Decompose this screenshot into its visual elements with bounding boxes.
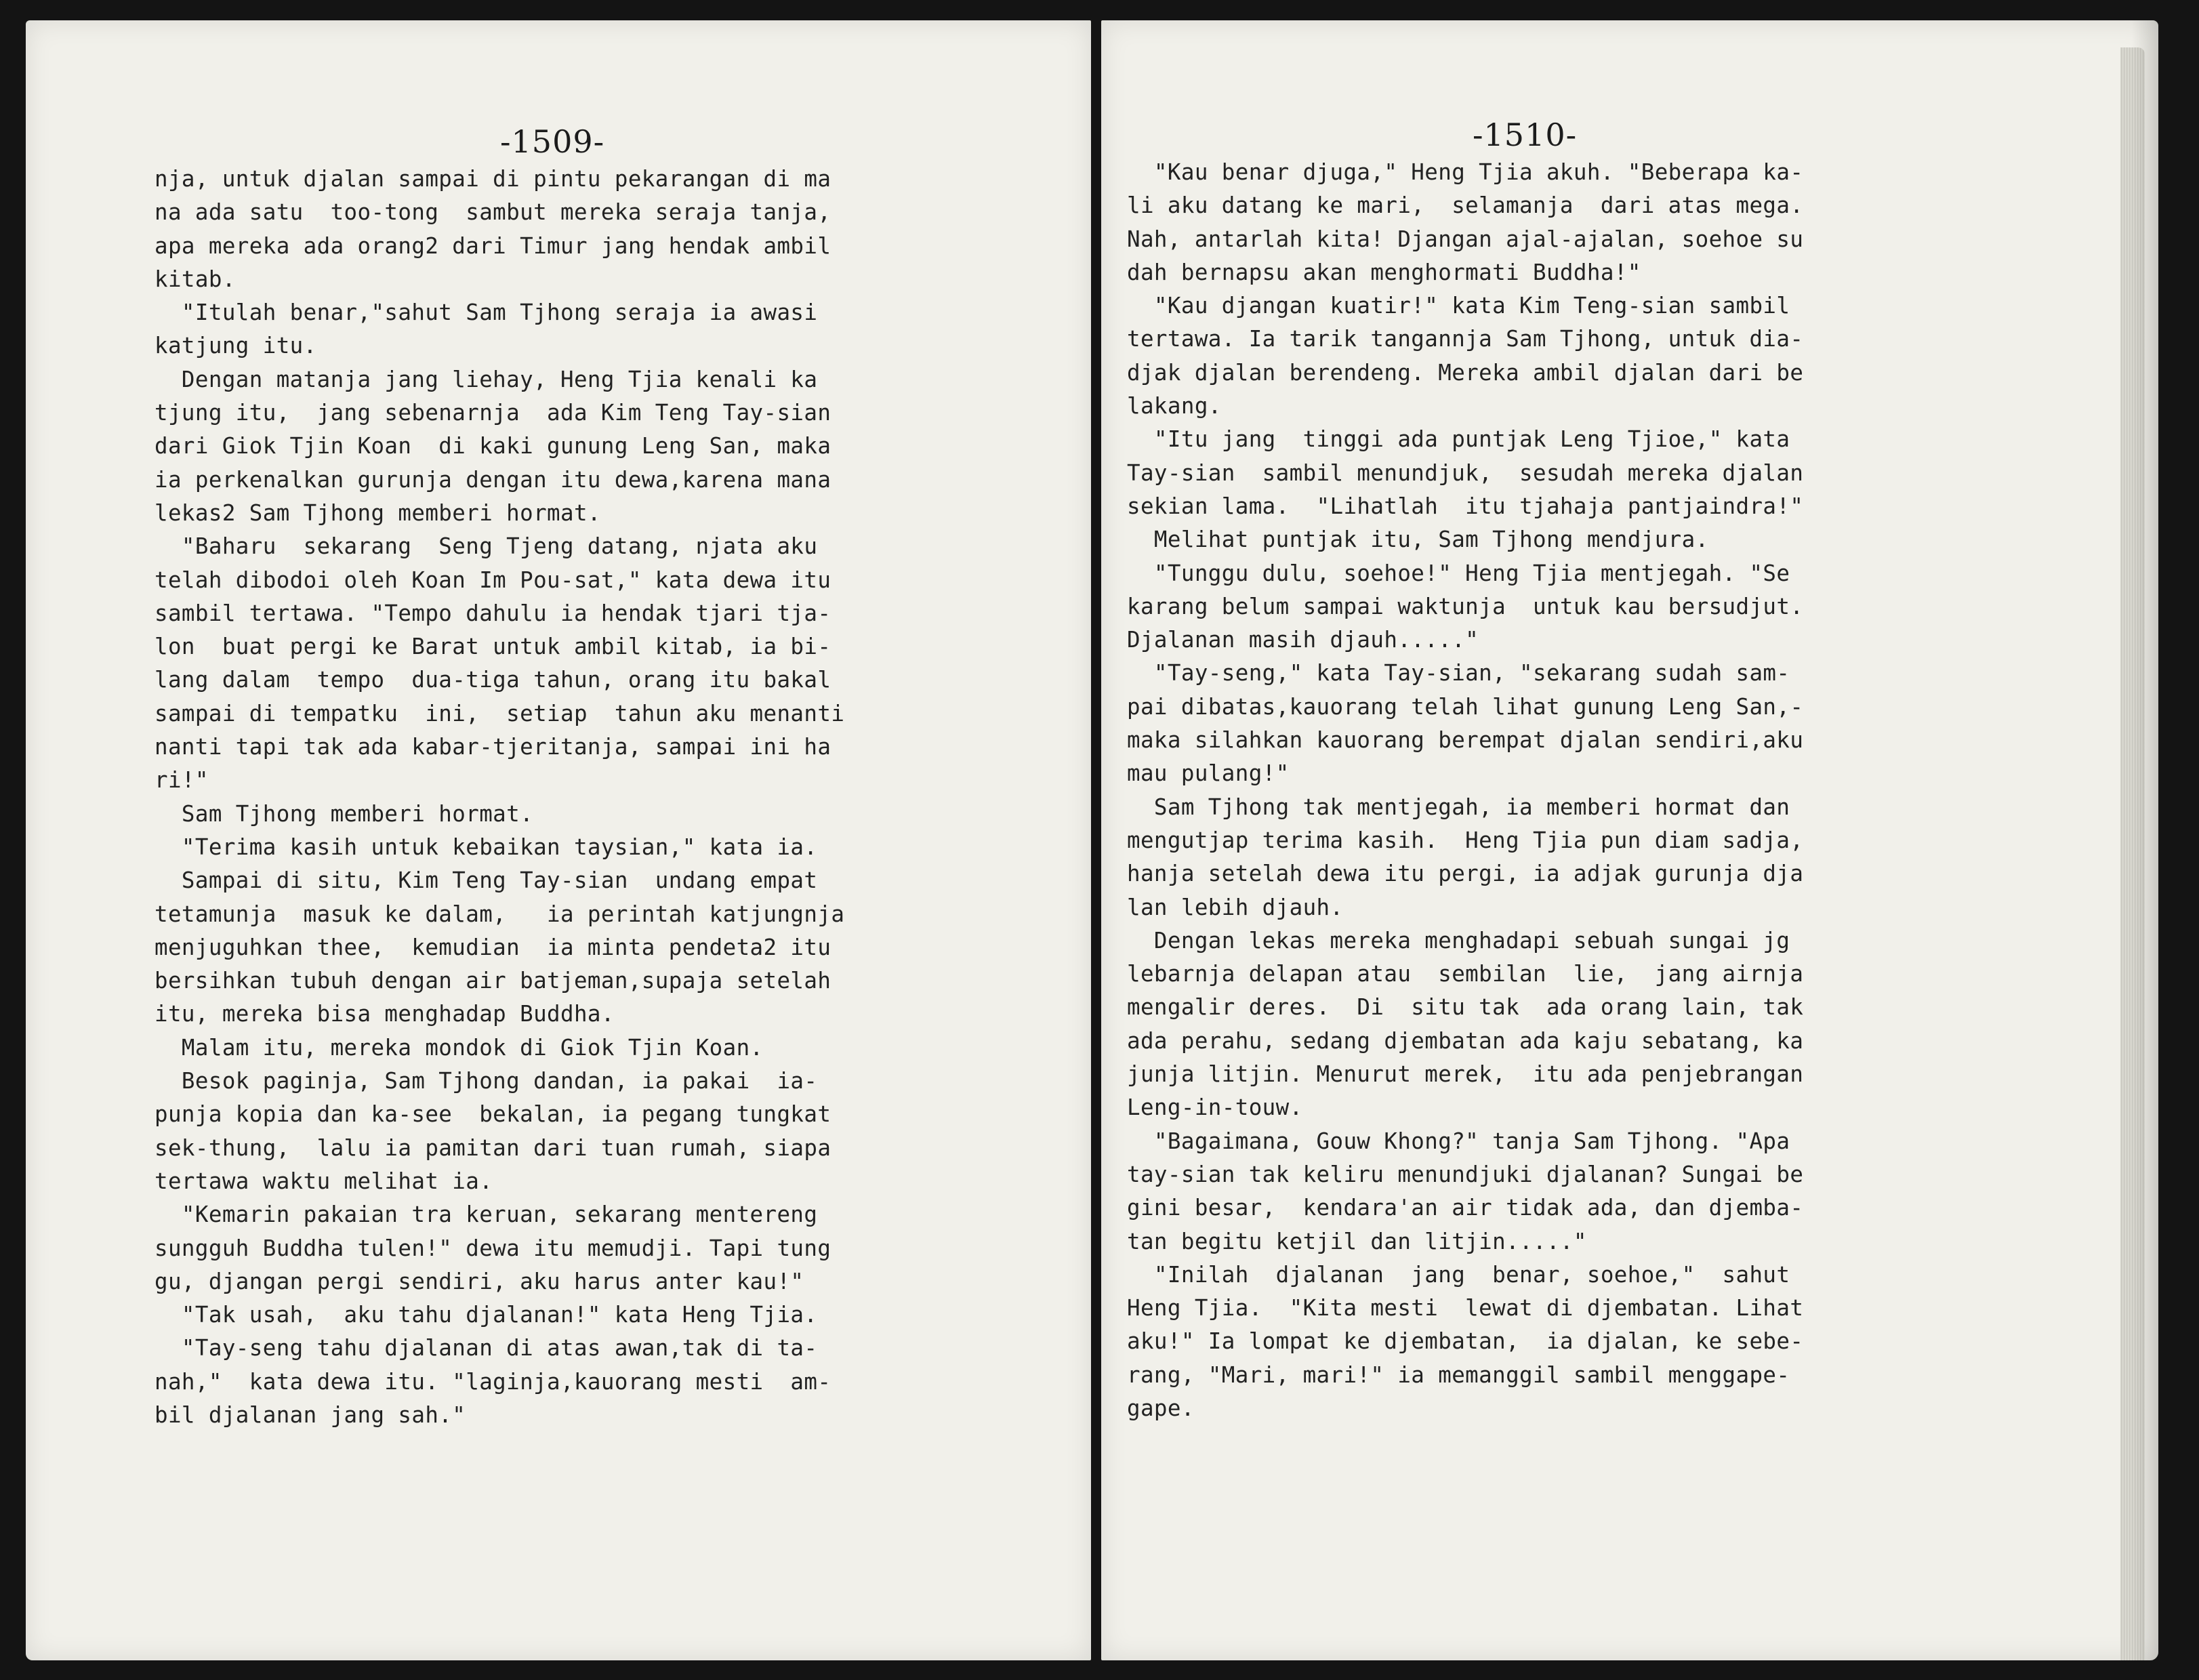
text-line: lan lebih djauh. [1127, 894, 1344, 920]
text-line: "Kemarin pakaian tra keruan, sekarang mentereng [155, 1202, 818, 1228]
page-number: -1510- [1473, 117, 1578, 153]
text-line: gini besar, kendara'an air tidak ada, dan djemba- [1127, 1195, 1804, 1221]
text-line: bil djalanan jang sah." [155, 1401, 466, 1428]
text-line: "Kau benar djuga," Heng Tjia akuh. "Beberapa ka- [1127, 159, 1804, 185]
text-line: tetamunja masuk ke dalam, ia perintah katjungnja [155, 901, 845, 927]
text-line: katjung itu. [155, 333, 317, 359]
text-line: "Itu jang tinggi ada puntjak Leng Tjioe," kata [1127, 426, 1790, 453]
text-line: "Baharu sekarang Seng Tjeng datang, njata aku [155, 533, 818, 560]
text-line: nanti tapi tak ada kabar-tjeritanja, sampai ini ha [155, 734, 831, 760]
text-line: lakang. [1127, 393, 1222, 419]
text-line: nja, untuk djalan sampai di pintu pekarangan di ma [155, 166, 831, 192]
text-line: "Itulah benar,"sahut Sam Tjhong seraja ia awasi [155, 300, 818, 326]
text-line: dah bernapsu akan menghormati Buddha!" [1127, 259, 1641, 285]
text-line: telah dibodoi oleh Koan Im Pou-sat," kata dewa itu [155, 567, 831, 593]
text-line: apa mereka ada orang2 dari Timur jang hendak ambil [155, 232, 831, 259]
text-line: hanja setelah dewa itu pergi, ia adjak gurunja dja [1127, 861, 1804, 887]
text-line: li aku datang ke mari, selamanja dari atas mega. [1127, 192, 1804, 219]
text-line: lon buat pergi ke Barat untuk ambil kitab, ia bi- [155, 634, 831, 660]
text-line: nah," kata dewa itu. "laginja,kauorang mesti am- [155, 1368, 831, 1395]
text-line: Leng-in-touw. [1127, 1094, 1303, 1121]
text-line: "Kau djangan kuatir!" kata Kim Teng-sian sambil [1127, 293, 1790, 319]
text-line: sekian lama. "Lihatlah itu tjahaja pantjaindra!" [1127, 493, 1804, 519]
left-page [26, 20, 1091, 1660]
text-line: bersihkan tubuh dengan air batjeman,supaja setelah [155, 968, 831, 994]
text-line: "Terima kasih untuk kebaikan taysian," kata ia. [155, 834, 818, 860]
page-body-text [1127, 156, 1803, 1425]
text-line: tan begitu ketjil dan litjin....." [1127, 1228, 1587, 1254]
text-line: djak djalan berendeng. Mereka ambil djalan dari be [1127, 359, 1804, 386]
text-line: Malam itu, mereka mondok di Giok Tjin Koan. [155, 1034, 764, 1061]
text-line: Besok paginja, Sam Tjhong dandan, ia pakai ia- [155, 1068, 818, 1094]
text-line: menjuguhkan thee, kemudian ia minta pendeta2 itu [155, 934, 831, 960]
text-line: mengutjap terima kasih. Heng Tjia pun diam sadja, [1127, 827, 1804, 853]
text-line: maka silahkan kauorang berempat djalan sendiri,aku [1127, 727, 1804, 754]
text-line: lang dalam tempo dua-tiga tahun, orang itu bakal [155, 667, 831, 693]
text-line: junja litjin. Menurut merek, itu ada penjebrangan [1127, 1061, 1804, 1088]
text-line: rang, "Mari, mari!" ia memanggil sambil menggape- [1127, 1361, 1790, 1388]
text-line: mau pulang!" [1127, 760, 1290, 787]
text-line: Sam Tjhong memberi hormat. [155, 800, 534, 827]
text-line: lebarnja delapan atau sembilan lie, jang airnja [1127, 961, 1804, 987]
text-line: "Tay-seng tahu djalanan di atas awan,tak di ta- [155, 1335, 818, 1361]
text-line: na ada satu too-tong sambut mereka seraja tanja, [155, 199, 831, 226]
text-line: tertawa. Ia tarik tangannja Sam Tjhong, untuk dia- [1127, 326, 1804, 352]
text-line: itu, mereka bisa menghadap Buddha. [155, 1001, 615, 1027]
text-line: Nah, antarlah kita! Djangan ajal-ajalan, soehoe su [1127, 226, 1804, 252]
text-line: kitab. [155, 266, 236, 292]
text-line: sampai di tempatku ini, setiap tahun aku menanti [155, 700, 845, 726]
text-line: Dengan lekas mereka menghadapi sebuah sungai jg [1127, 927, 1790, 954]
text-line: lekas2 Sam Tjhong memberi hormat. [155, 499, 601, 526]
text-line: tay-sian tak keliru menundjuki djalanan? Sungai be [1127, 1161, 1804, 1187]
text-line: "Bagaimana, Gouw Khong?" tanja Sam Tjhong. "Apa [1127, 1128, 1790, 1154]
text-line: Sam Tjhong tak mentjegah, ia memberi hormat dan [1127, 794, 1790, 820]
text-line: ri!" [155, 767, 209, 794]
text-line: aku!" Ia lompat ke djembatan, ia djalan, ke sebe- [1127, 1328, 1804, 1355]
text-line: mengalir deres. Di situ tak ada orang lain, tak [1127, 994, 1804, 1021]
page-body-text [155, 163, 844, 1432]
text-line: Heng Tjia. "Kita mesti lewat di djembatan. Lihat [1127, 1295, 1804, 1322]
text-line: sek-thung, lalu ia pamitan dari tuan rumah, siapa [155, 1134, 831, 1161]
page-number: -1509- [500, 123, 605, 160]
right-page [1101, 20, 2158, 1660]
text-line: tjung itu, jang sebenarnja ada Kim Teng Tay-sian [155, 400, 831, 426]
page-edge-stack [2120, 47, 2145, 1660]
text-line: "Tunggu dulu, soehoe!" Heng Tjia mentjegah. "Se [1127, 560, 1790, 586]
text-line: gape. [1127, 1395, 1195, 1421]
text-line: "Tay-seng," kata Tay-sian, "sekarang sudah sam- [1127, 660, 1790, 687]
text-line: ia perkenalkan gurunja dengan itu dewa,karena mana [155, 466, 831, 493]
text-line: tertawa waktu melihat ia. [155, 1168, 493, 1194]
text-line: "Inilah djalanan jang benar, soehoe," sahut [1127, 1261, 1790, 1288]
text-line: Melihat puntjak itu, Sam Tjhong mendjura. [1127, 527, 1709, 553]
text-line: sungguh Buddha tulen!" dewa itu memudji. Tapi tung [155, 1235, 831, 1261]
text-line: ada perahu, sedang djembatan ada kaju sebatang, ka [1127, 1027, 1804, 1054]
text-line: Tay-sian sambil menundjuk, sesudah mereka djalan [1127, 459, 1804, 486]
text-line: pai dibatas,kauorang telah lihat gunung Leng San,- [1127, 693, 1804, 720]
text-line: gu, djangan pergi sendiri, aku harus anter kau!" [155, 1268, 804, 1294]
text-line: "Tak usah, aku tahu djalanan!" kata Heng Tjia. [155, 1302, 818, 1328]
text-line: dari Giok Tjin Koan di kaki gunung Leng San, maka [155, 433, 831, 459]
text-line: sambil tertawa. "Tempo dahulu ia hendak tjari tja- [155, 600, 831, 626]
text-line: punja kopia dan ka-see bekalan, ia pegang tungkat [155, 1101, 831, 1128]
text-line: Dengan matanja jang liehay, Heng Tjia kenali ka [155, 366, 818, 392]
text-line: Djalanan masih djauh....." [1127, 627, 1479, 653]
text-line: Sampai di situ, Kim Teng Tay-sian undang empat [155, 867, 818, 894]
text-line: karang belum sampai waktunja untuk kau bersudjut. [1127, 593, 1804, 619]
